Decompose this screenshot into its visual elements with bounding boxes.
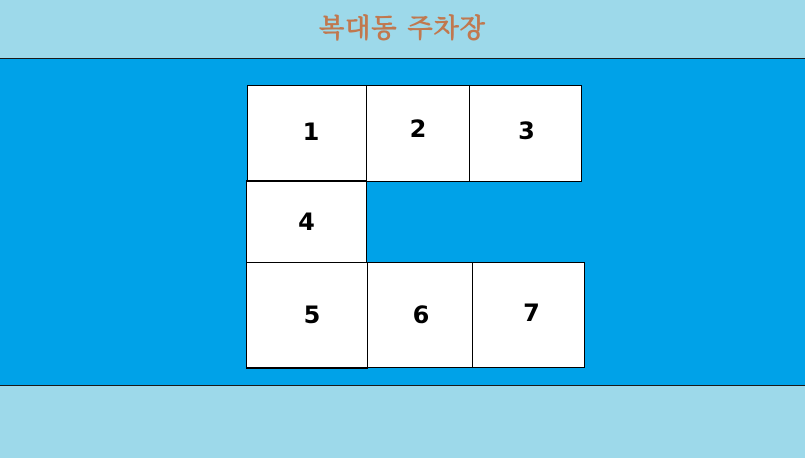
parking-lot-area xyxy=(0,59,805,386)
parking-spot-label: 4 xyxy=(298,208,315,236)
parking-spot-1[interactable] xyxy=(247,85,367,182)
parking-spot-5[interactable] xyxy=(246,262,368,369)
parking-spot-label: 2 xyxy=(409,114,427,143)
page-title: 복대동 주차장 xyxy=(319,13,486,44)
parking-spot-3[interactable] xyxy=(469,85,582,182)
parking-spot-6[interactable] xyxy=(367,262,473,368)
parking-spot-label: 5 xyxy=(303,301,321,329)
footer-bar xyxy=(0,386,805,458)
parking-spot-4[interactable] xyxy=(246,180,367,263)
parking-spot-2[interactable] xyxy=(366,85,470,182)
parking-spot-label: 6 xyxy=(412,301,430,329)
parking-spot-label: 7 xyxy=(523,299,540,327)
parking-spot-label: 1 xyxy=(302,117,320,146)
parking-spot-7[interactable] xyxy=(472,262,585,368)
parking-spot-label: 3 xyxy=(518,116,535,145)
header-bar xyxy=(0,0,805,59)
